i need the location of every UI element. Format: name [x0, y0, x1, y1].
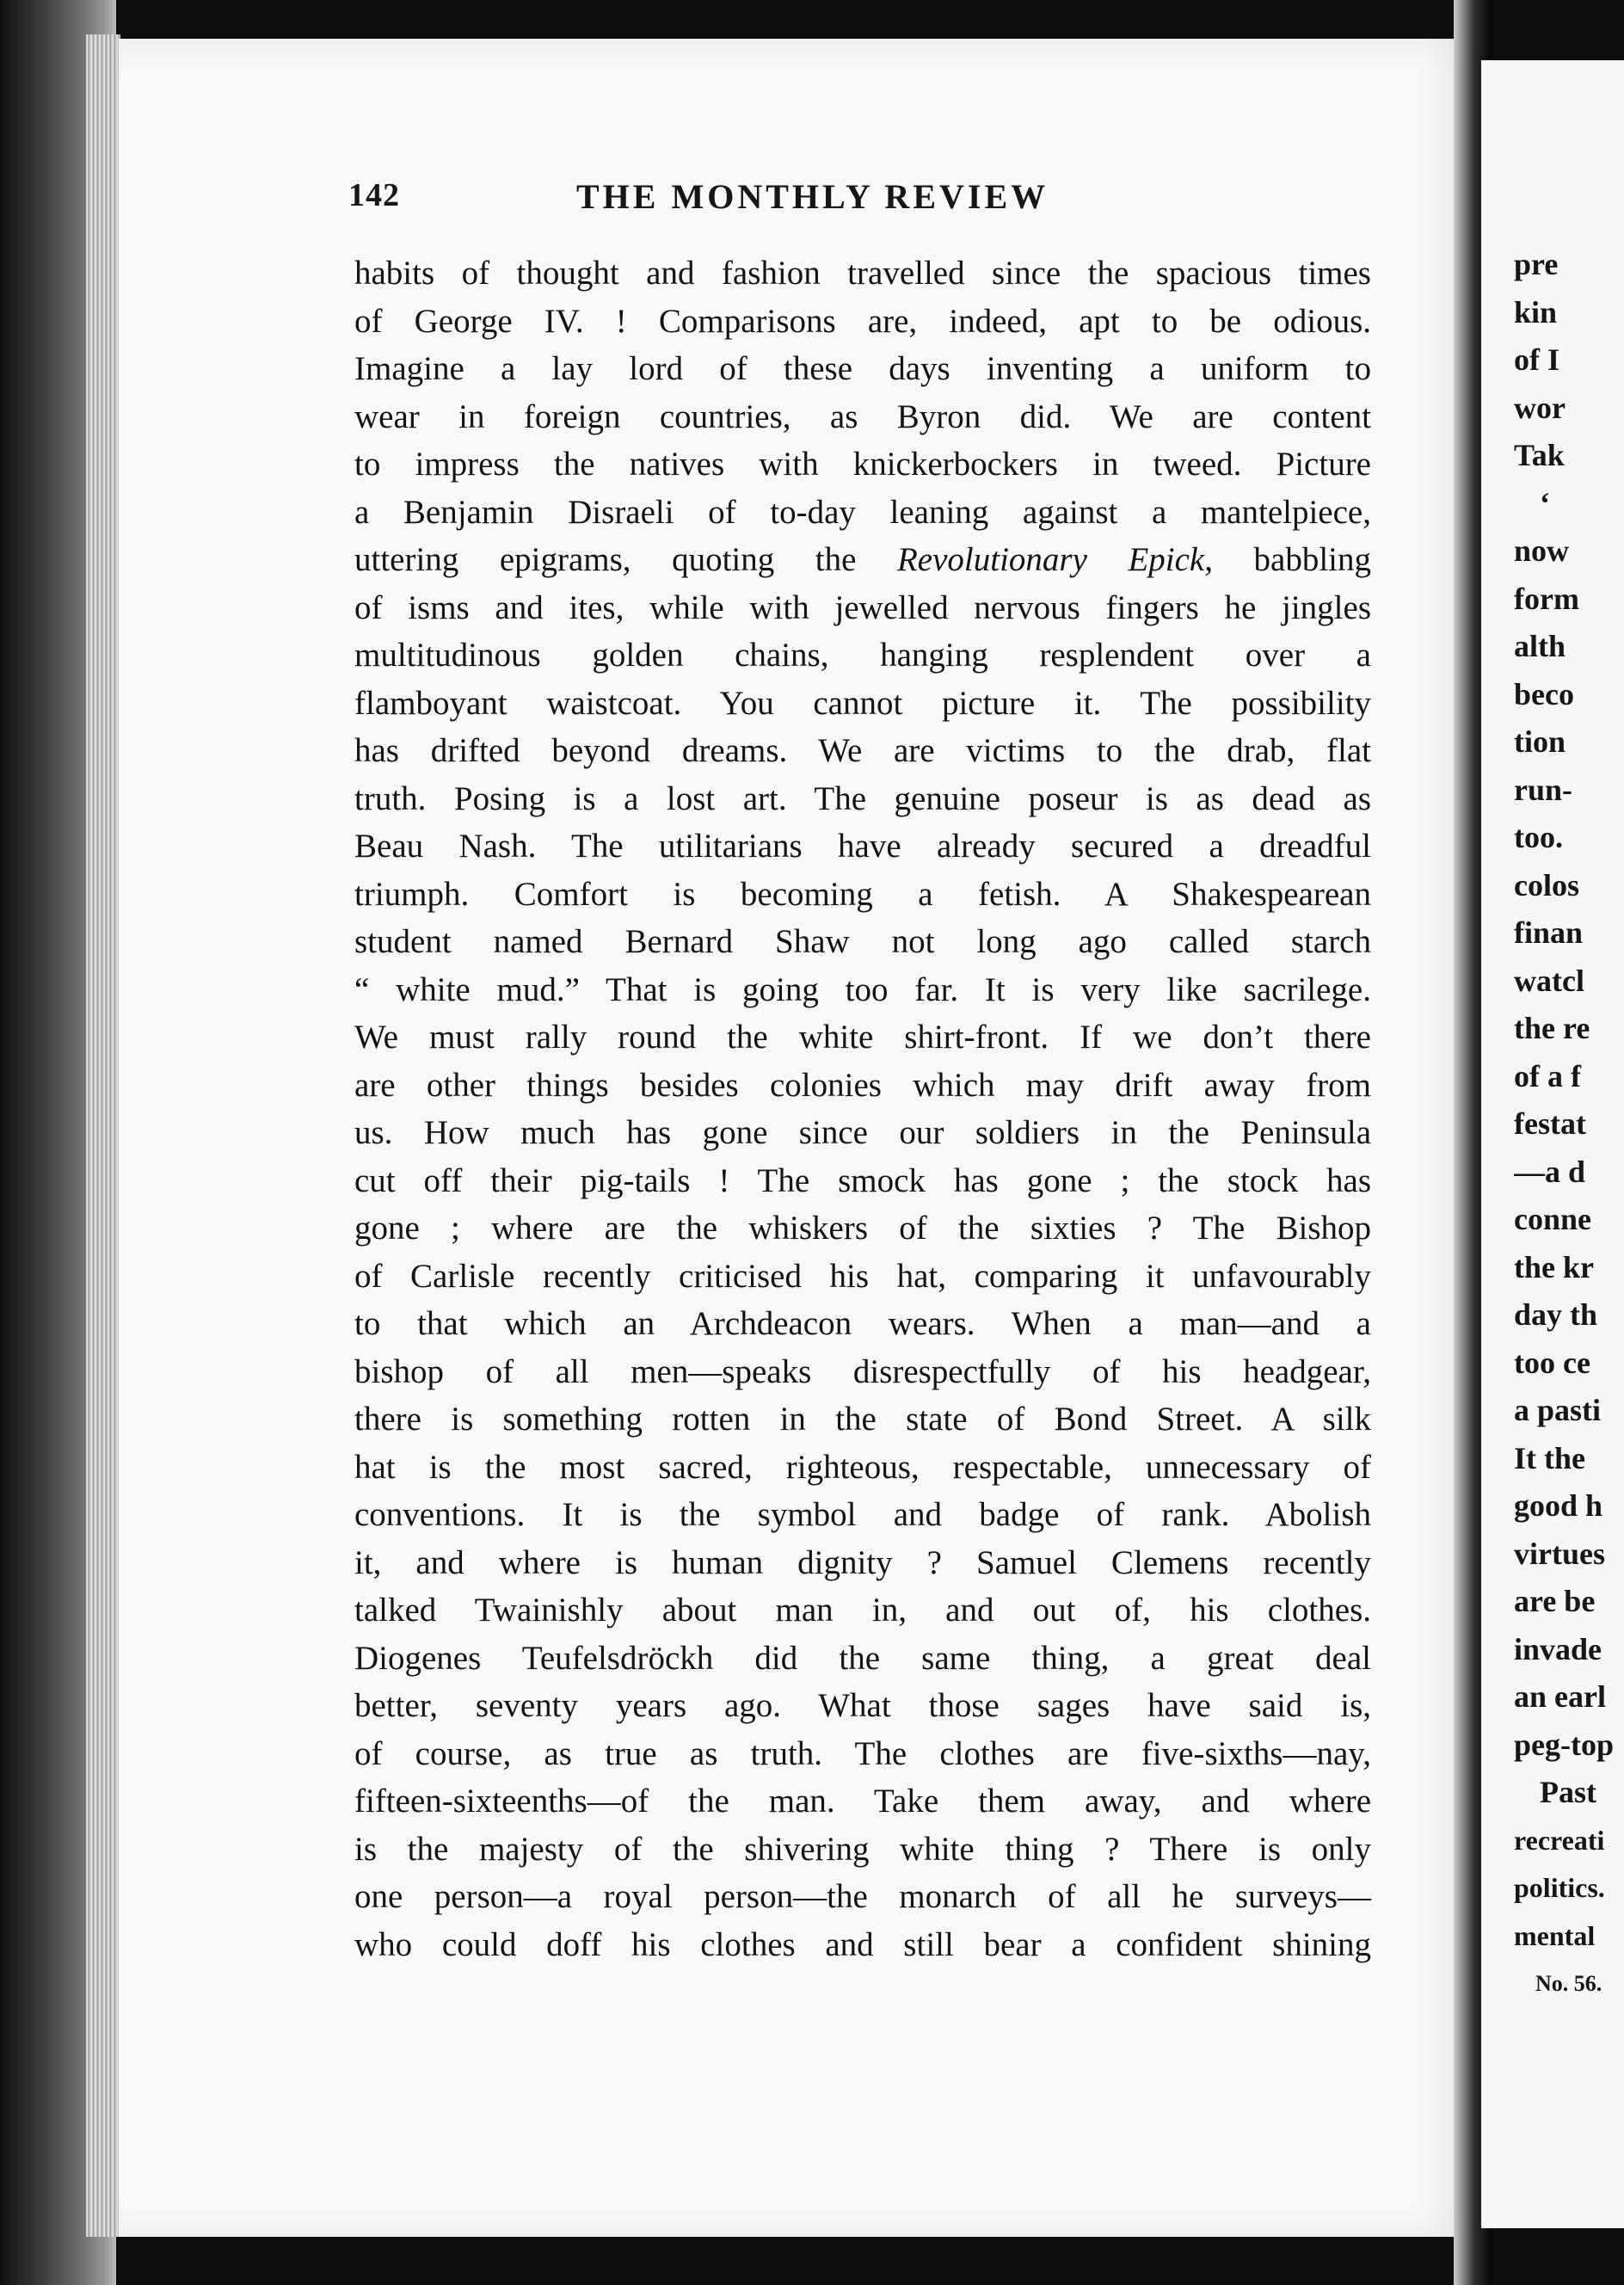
fragment-line: wor [1514, 390, 1566, 425]
fragment-line: good h [1514, 1488, 1603, 1523]
text-line: “ white mud.” That is going too far. It is very like sacrilege. [354, 970, 1371, 1008]
fragment-line: recreati [1514, 1824, 1605, 1856]
page-number: 142 [348, 177, 400, 213]
fragment-line: too ce [1514, 1345, 1590, 1380]
text-line: bishop of all men—speaks disrespectfully of his headgear, [354, 1352, 1371, 1390]
fragment-line: invade [1514, 1631, 1602, 1666]
text-line: wear in foreign countries, as Byron did. We are content [354, 397, 1371, 435]
text-line: there is something rotten in the state of Bond Street. A silk [354, 1401, 1371, 1438]
fragment-line: peg-top [1514, 1727, 1614, 1762]
fragment-line: festat [1514, 1106, 1586, 1141]
fragment-line: alth [1514, 629, 1566, 663]
book-title: Revolutionary Epick [896, 541, 1205, 578]
text-line: of isms and ites, while with jewelled nervous fingers he jingles [354, 588, 1371, 626]
text-line: hat is the most sacred, righteous, respectable, unnecessary of [354, 1448, 1371, 1486]
fragment-line: ‘ [1540, 485, 1550, 520]
text-line: of course, as true as truth. The clothes are five-sixths—nay, [354, 1734, 1371, 1772]
text-line: are other things besides colonies which may drift away from [354, 1066, 1371, 1104]
fragment-line: Past [1540, 1775, 1596, 1809]
text-line: has drifted beyond dreams. We are victims to the drab, flat [354, 732, 1371, 769]
text-line: student named Bernard Shaw not long ago called starch [354, 923, 1371, 960]
text-line: cut off their pig-tails ! The smock has gone ; the stock has [354, 1161, 1371, 1199]
fragment-line: politics. [1514, 1872, 1605, 1903]
text-line: conventions. It is the symbol and badge of rank. Abolish [354, 1496, 1371, 1533]
text-line: Diogenes Teufelsdröckh did the same thing, a great deal [354, 1639, 1371, 1677]
fragment-line: pre [1514, 247, 1559, 281]
text-line: uttering epigrams, quoting the Revolutionary Epick, babbling [354, 541, 1372, 578]
fragment-line: of I [1514, 342, 1559, 377]
body-text [354, 249, 1371, 1968]
text-line: it, and where is human dignity ? Samuel Clemens recently [354, 1543, 1371, 1581]
text-line: talked Twainishly about man in, and out of, his clothes. [354, 1592, 1371, 1629]
fragment-line: too. [1514, 820, 1563, 854]
running-head: THE MONTHLY REVIEW [576, 177, 1049, 216]
text-line: truth. Posing is a lost art. The genuine poseur is as dead as [354, 779, 1371, 817]
text-line: We must rally round the white shirt-front. If we don’t there [354, 1019, 1371, 1056]
text-line: one person—a royal person—the monarch of all he surveys— [354, 1878, 1371, 1915]
text-line: to that which an Archdeacon wears. When a man—and a [354, 1305, 1371, 1342]
text-line: who could doff his clothes and still bear a confident shining [354, 1925, 1371, 1963]
fragment-line: Tak [1514, 438, 1565, 472]
fragment-line: tion [1514, 724, 1566, 759]
fragment-line: It the [1514, 1440, 1585, 1475]
text-line: gone ; where are the whiskers of the sixties ? The Bishop [354, 1210, 1371, 1247]
text-line: Beau Nash. The utilitarians have already secured a dreadful [354, 828, 1371, 865]
text-line: of Carlisle recently criticised his hat, comparing it unfavourably [354, 1257, 1371, 1295]
text-line: Imagine a lay lord of these days inventing a uniform to [354, 350, 1371, 387]
page-edges [86, 34, 120, 2237]
fragment-line: day th [1514, 1297, 1598, 1332]
text-line: habits of thought and fashion travelled since the spacious times [354, 255, 1371, 292]
fragment-line: are be [1514, 1584, 1596, 1618]
text-line: us. How much has gone since our soldiers in the Peninsula [354, 1114, 1371, 1151]
fragment-line: colos [1514, 867, 1579, 902]
text-line: triumph. Comfort is becoming a fetish. A Shakespearean [354, 875, 1371, 913]
fragment-line: beco [1514, 676, 1574, 711]
text-line: flamboyant waistcoat. You cannot picture it. The possibility [354, 684, 1371, 722]
fragment-line: kin [1514, 294, 1558, 330]
fragment-line: finan [1514, 915, 1584, 950]
text-line: of George IV. ! Comparisons are, indeed, apt to be odious. [354, 302, 1371, 340]
text-line: a Benjamin Disraeli of to-day leaning against a mantelpiece, [354, 493, 1371, 531]
fragment-line: conne [1514, 1202, 1591, 1236]
text-line: to impress the natives with knickerbockers in tweed. Picture [354, 446, 1371, 483]
fragment-line: —a d [1514, 1154, 1586, 1189]
text-line: better, seventy years ago. What those sages have said is, [354, 1687, 1371, 1724]
right-page-text [1514, 241, 1624, 2008]
fragment-line: of a f [1514, 1058, 1581, 1093]
fragment-line: an earl [1514, 1679, 1606, 1714]
fragment-line: run- [1514, 772, 1573, 807]
page-header [348, 176, 1372, 228]
text-line: multitudinous golden chains, hanging resplendent over a [354, 637, 1371, 674]
signature-mark: No. 56. [1535, 1971, 1602, 1996]
fragment-line: watcl [1514, 963, 1584, 998]
fragment-line: mental [1514, 1919, 1596, 1951]
fragment-line: the kr [1514, 1249, 1594, 1284]
fragment-line: virtues [1514, 1536, 1605, 1571]
fragment-line: now [1514, 533, 1570, 568]
text-line: fifteen-sixteenths—of the man. Take them away, and where [354, 1783, 1371, 1820]
fragment-line: form [1514, 581, 1579, 616]
fragment-line: a pasti [1514, 1393, 1602, 1427]
fragment-line: the re [1514, 1011, 1590, 1045]
text-line: is the majesty of the shivering white thing ? There is only [354, 1830, 1371, 1868]
